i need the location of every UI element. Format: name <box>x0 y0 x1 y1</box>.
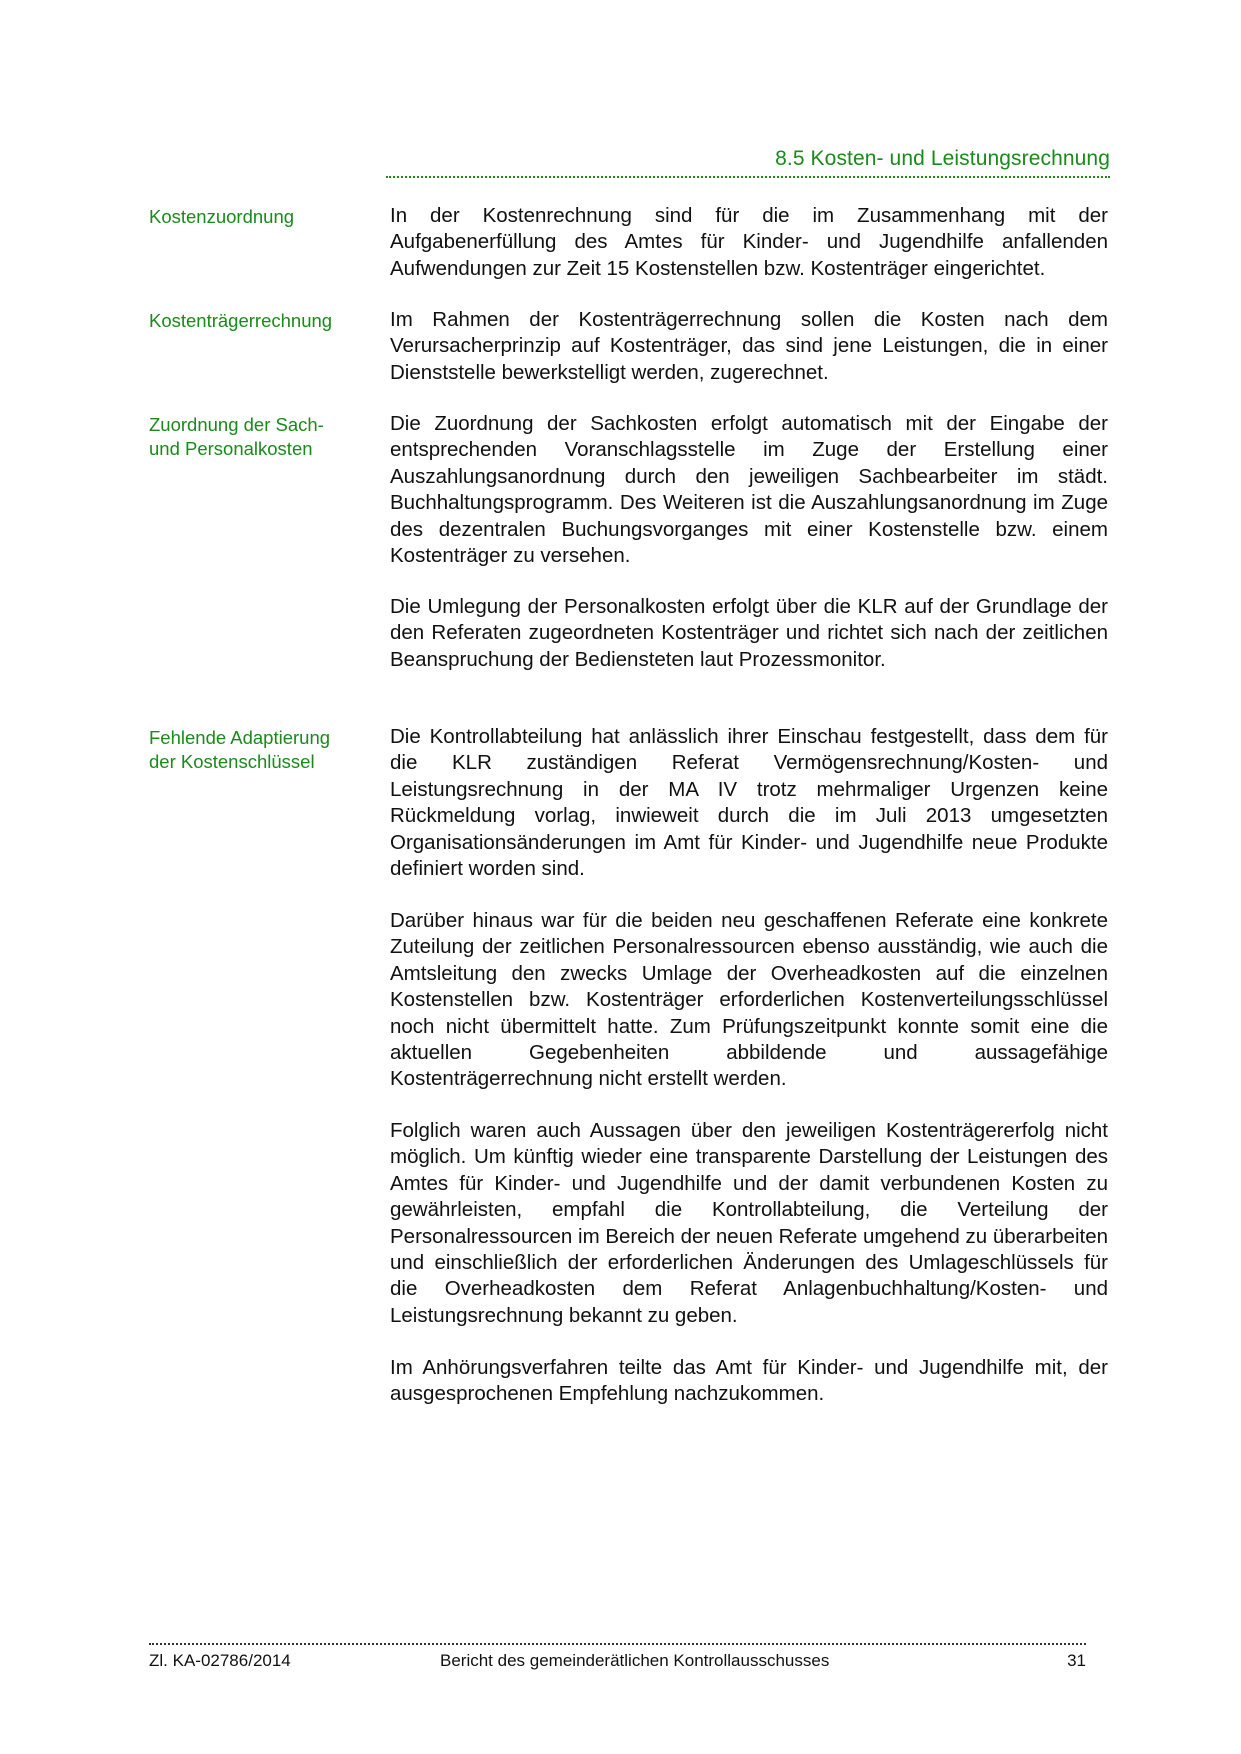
margin-label-zuordnung-sach-personalkosten: Zuordnung der Sach- und Personalkosten <box>149 414 324 459</box>
footer-reference: Zl. KA-02786/2014 <box>149 1651 291 1670</box>
paragraph: Die Umlegung der Personalkosten erfolgt über die KLR auf der Grundlage der den Referaten zugeordneten Kostenträger und richtet sich nach der zeitlichen Beanspruchung der Bediensteten laut Prozessmonitor. <box>390 595 1108 671</box>
paragraph: In der Kostenrechnung sind für die im Zusammenhang mit der Aufgabenerfüllung des Amtes für Kinder- und Jugendhilfe anfallenden Aufwendungen zur Zeit 15 Kostenstellen bzw. Kostenträger eingerichtet. <box>390 204 1108 280</box>
page-number: 31 <box>1067 1651 1086 1670</box>
margin-label-fehlende-adaptierung: Fehlende Adaptierung der Kostenschlüssel <box>149 727 331 772</box>
margin-label-kostenzuordnung: Kostenzuordnung <box>149 206 295 227</box>
paragraph: Folglich waren auch Aussagen über den jeweiligen Kostenträgererfolg nicht möglich. Um künftig wieder eine transparente Darstellung der Leistungen des Amtes für Kinder- und Jugendhilfe und der damit verbundenen Kosten zu gewährleisten, empfahl die Kontrollabteilung, die Verteilung der Personalressourcen im Bereich der neuen Referate umgehend zu überarbeiten und einschließlich der erforderlichen Änderungen des Umlageschlüssels für die Overheadkosten dem Referat Anlagenbuchhaltung/Kosten- und Leistungsrechnung bekannt zu geben. <box>390 1119 1108 1327</box>
paragraph: Im Anhörungsverfahren teilte das Amt für Kinder- und Jugendhilfe mit, der ausgesprochenen Empfehlung nachzukommen. <box>390 1356 1108 1406</box>
section-heading: 8.5 Kosten- und Leistungsrechnung <box>775 147 1110 170</box>
paragraph: Die Zuordnung der Sachkosten erfolgt automatisch mit der Eingabe der entsprechenden Voranschlagsstelle im Zuge der Erstellung einer Auszahlungsanordnung durch den jeweiligen Sachbearbeiter im städt. Buchhaltungsprogramm. Des Weiteren ist die Auszahlungsanordnung im Zuge des dezentralen Buchungsvorganges mit einer Kostenstelle bzw. einem Kostenträger zu versehen. <box>390 412 1108 568</box>
margin-label-kostentraegerrechnung: Kostenträgerrechnung <box>149 310 333 331</box>
header-divider <box>386 176 1110 178</box>
footer-divider <box>149 1643 1086 1645</box>
paragraph: Die Kontrollabteilung hat anlässlich ihrer Einschau festgestellt, dass dem für die KLR zuständigen Referat Vermögensrechnung/Kosten- und Leistungsrechnung in der MA IV trotz mehrmaliger Urgenzen keine Rückmeldung vorlag, inwieweit durch die im Juli 2013 umgesetzten Organisationsänderungen im Amt für Kinder- und Jugendhilfe neue Produkte definiert worden sind. <box>390 725 1108 881</box>
footer-report-title: Bericht des gemeinderätlichen Kontrollausschusses <box>440 1651 830 1670</box>
paragraph: Im Rahmen der Kostenträgerrechnung sollen die Kosten nach dem Verursacherprinzip auf Kostenträger, das sind jene Leistungen, die in einer Dienststelle bewerkstelligt werden, zugerechnet. <box>390 308 1108 384</box>
paragraph: Darüber hinaus war für die beiden neu geschaffenen Referate eine konkrete Zuteilung der zeitlichen Personalressourcen ebenso ausständig, wie auch die Amtsleitung den zwecks Umlage der Overheadkosten auf die einzelnen Kostenstellen bzw. Kostenträger erforderlichen Kostenverteilungsschlüssel noch nicht übermittelt hatte. Zum Prüfungszeitpunkt konnte somit eine die aktuellen Gegebenheiten abbildende und aussagefähige Kostenträgerrechnung nicht erstellt werden. <box>390 909 1108 1091</box>
